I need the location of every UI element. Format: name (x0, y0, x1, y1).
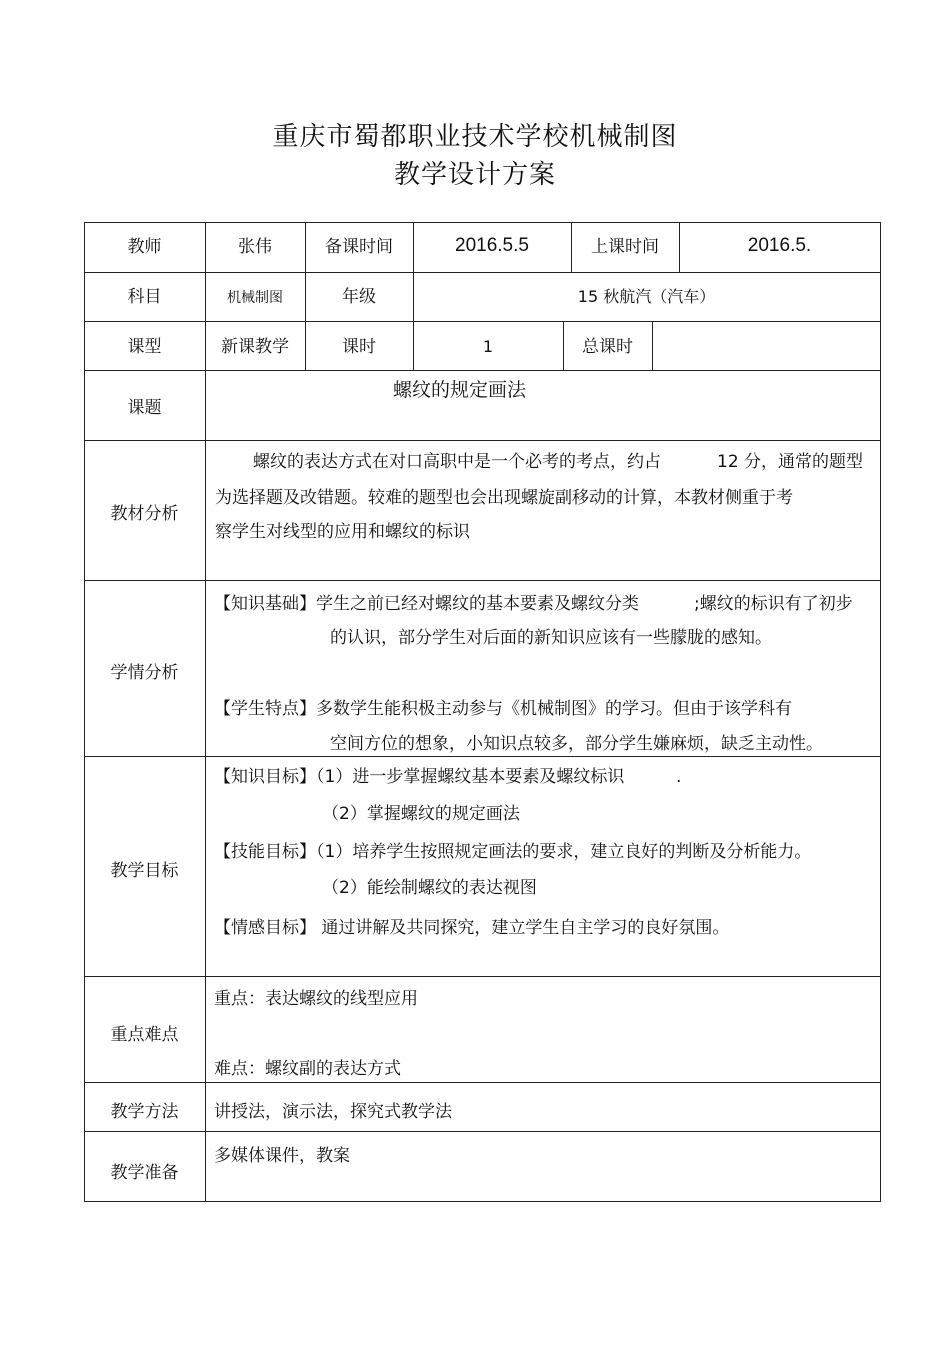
teaching-prep-value: 多媒体课件，教案 (214, 1146, 350, 1166)
prep-time-label: 备课时间 (325, 237, 393, 257)
teaching-prep-label: 教学准备 (110, 1163, 179, 1183)
prep-time-value: 2016.5.5 (455, 235, 529, 256)
skill-goal-2: （2）能绘制螺纹的表达视图 (322, 878, 537, 898)
topic-label: 课题 (127, 398, 162, 418)
student-traits-line-2: 空间方位的想象，小知识点较多，部分学生嫌麻烦，缺乏主动性。 (330, 734, 823, 754)
skill-goal-1: 【技能目标】（1）培养学生按照规定画法的要求，建立良好的判断及分析能力。 (214, 842, 812, 862)
student-analysis-label: 学情分析 (110, 663, 179, 683)
topic-value: 螺纹的规定画法 (393, 379, 527, 401)
lesson-hours-label: 课时 (342, 337, 376, 357)
grade-label: 年级 (342, 287, 376, 307)
knowledge-base-line-1b: ;螺纹的标识有了初步 (694, 594, 853, 614)
key-point-text: 重点：表达螺纹的线型应用 (214, 989, 418, 1009)
teacher-label: 教师 (127, 237, 162, 257)
difficult-point-text: 难点：螺纹副的表达方式 (214, 1059, 401, 1079)
key-points-label: 重点难点 (110, 1025, 179, 1045)
knowledge-goal-2: （2）掌握螺纹的规定画法 (322, 804, 520, 824)
knowledge-base-line-2: 的认识，部分学生对后面的新知识应该有一些朦胧的感知。 (330, 628, 772, 648)
textbook-line-1a: 螺纹的表达方式在对口高职中是一个必考的考点，约占 (253, 452, 661, 472)
teaching-methods-value: 讲授法，演示法，探究式教学法 (214, 1102, 452, 1122)
total-hours-label: 总课时 (582, 337, 633, 357)
textbook-line-2: 为选择题及改错题。较难的题型也会出现螺旋副移动的计算，本教材侧重于考 (215, 488, 793, 508)
textbook-line-3: 察学生对线型的应用和螺纹的标识 (215, 522, 470, 542)
class-time-label: 上课时间 (591, 237, 659, 257)
lesson-hours-value: 1 (482, 337, 494, 356)
knowledge-base-line-1a: 【知识基础】学生之前已经对螺纹的基本要素及螺纹分类 (214, 594, 639, 614)
grade-value: 15 秋航汽（汽车） (577, 287, 716, 306)
class-time-value: 2016.5. (747, 235, 812, 256)
lesson-type-value: 新课教学 (221, 337, 289, 357)
knowledge-goal-1a: 【知识目标】（1）进一步掌握螺纹基本要素及螺纹标识 (214, 767, 625, 787)
knowledge-goal-1b: . (676, 767, 682, 787)
document-title: 重庆市蜀都职业技术学校机械制图 (272, 122, 678, 152)
teacher-value: 张伟 (238, 237, 272, 257)
textbook-analysis-label: 教材分析 (110, 504, 179, 524)
textbook-line-1b: 12 分，通常的题型 (717, 452, 864, 472)
emotion-goal: 【情感目标】 通过讲解及共同探究，建立学生自主学习的良好氛围。 (214, 918, 730, 938)
subject-value: 机械制图 (227, 290, 283, 306)
document-subtitle: 教学设计方案 (393, 160, 556, 190)
lesson-type-label: 课型 (127, 337, 162, 357)
teaching-methods-label: 教学方法 (110, 1102, 179, 1122)
subject-label: 科目 (127, 287, 162, 307)
student-traits-line-1: 【学生特点】多数学生能积极主动参与《机械制图》的学习。但由于该学科有 (214, 699, 792, 719)
teaching-goals-label: 教学目标 (110, 861, 179, 881)
